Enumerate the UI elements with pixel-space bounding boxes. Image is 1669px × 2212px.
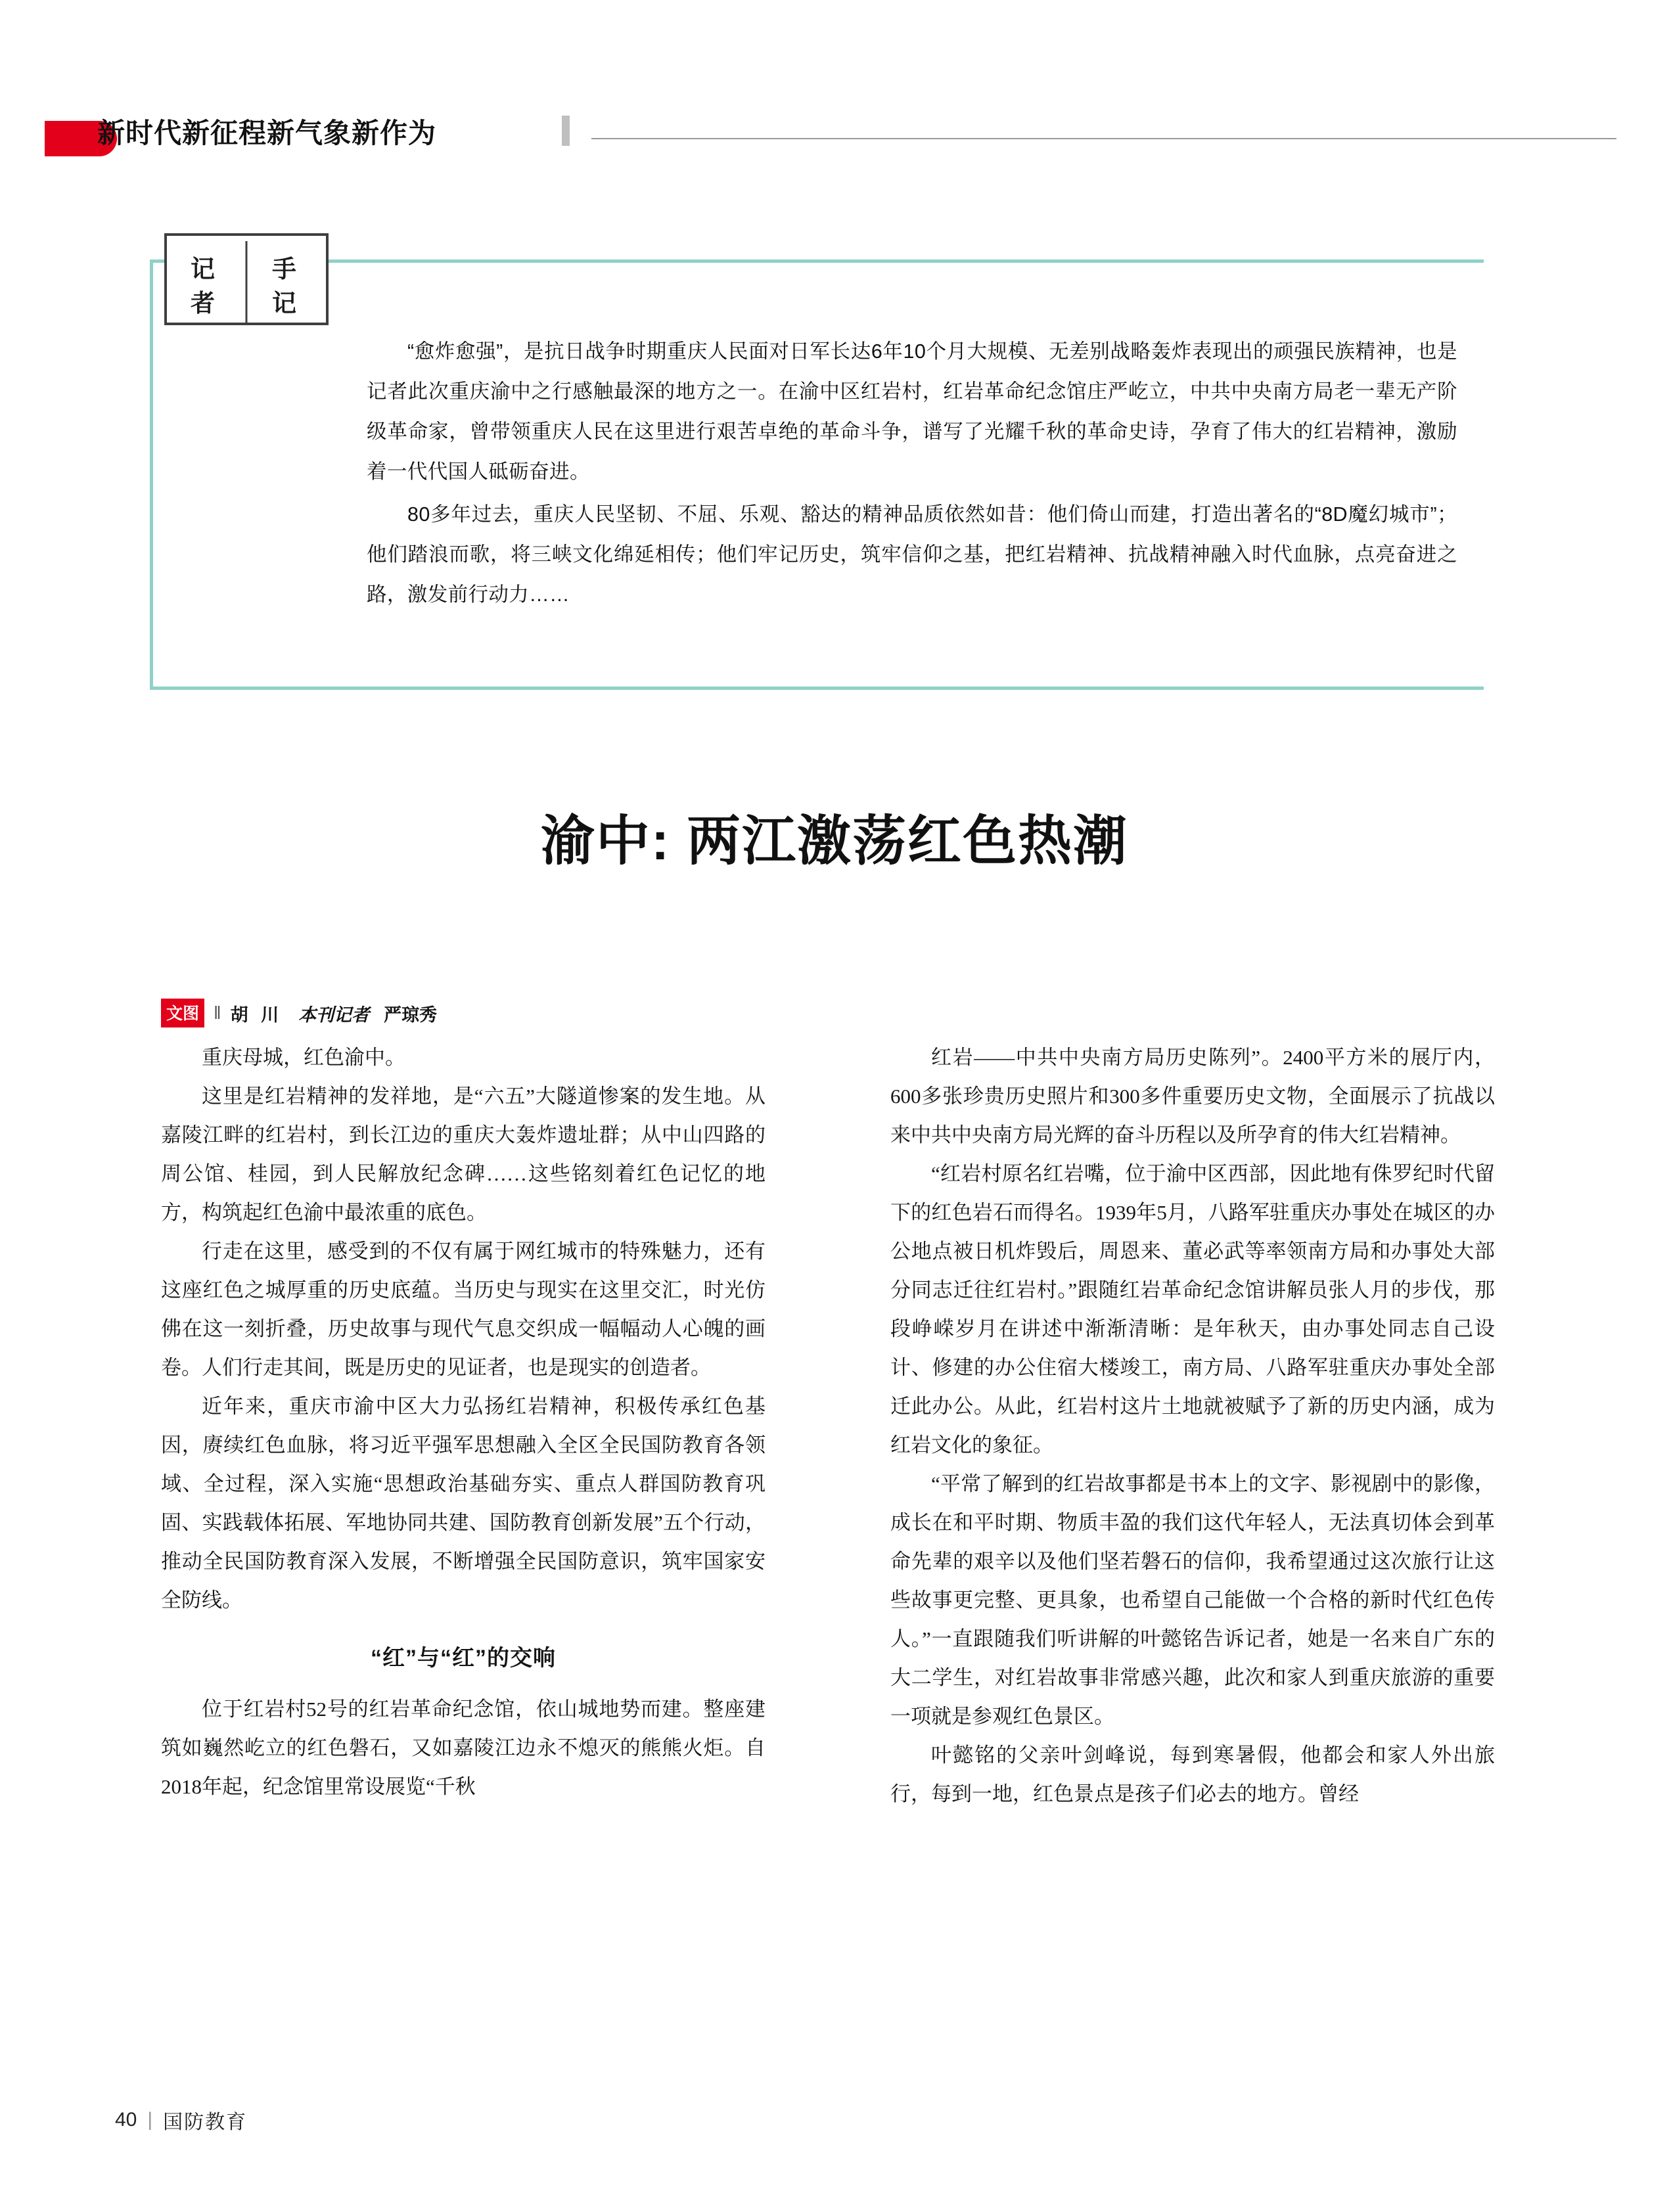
body-paragraph: 叶懿铭的父亲叶剑峰说，每到寒暑假，他都会和家人外出旅行，每到一地，红色景点是孩子们必去的地方。曾经 [890, 1744, 1495, 1805]
byline-pipe: ‖ [214, 1003, 221, 1023]
byline-author: 胡 川 [230, 1004, 283, 1025]
reporter-notes-badge [164, 233, 329, 325]
byline-reporter: 严琼秀 [384, 1004, 438, 1025]
notes-paragraph: “愈炸愈强”，是抗日战争时期重庆人民面对日军长达6年10个月大规模、无差别战略轰炸表现出的顽强民族精神，也是记者此次重庆渝中之行感触最深的地方之一。在渝中区红岩村，红岩革命纪念馆庄严屹立，中共中央南方局老一辈无产阶级革命家，曾带领重庆人民在这里进行艰苦卓绝的革命斗争，谱写了光耀千秋的革命史诗，孕育了伟大的红岩精神，激励着一代代国人砥砺奋进。 [367, 340, 1457, 483]
reporter-notes-body [367, 332, 1457, 618]
page-footer [115, 2106, 247, 2134]
body-column-left [161, 1038, 766, 1806]
footer-section-label: 国防教育 [163, 2111, 248, 2133]
body-paragraph: “红岩村原名红岩嘴，位于渝中区西部，因此地有侏罗纪时代留下的红色岩石而得名。1939年5月，八路军驻重庆办事处在城区的办公地点被日机炸毁后，周恩来、董必武等率领南方局和办事处大部分同志迁往红岩村。”跟随红岩革命纪念馆讲解员张人月的步伐，那段峥嵘岁月在讲述中渐渐清晰：是年秋天，由办事处同志自己设计、修建的办公住宿大楼竣工，南方局、八路军驻重庆办事处全部迁此办公。从此，红岩村这片土地就被赋予了新的历史内涵，成为红岩文化的象征。 [890, 1162, 1495, 1456]
body-paragraph: 行走在这里，感受到的不仅有属于网红城市的特殊魅力，还有这座红色之城厚重的历史底蕴。当历史与现实在这里交汇，时光仿佛在这一刻折叠，历史故事与现代气息交织成一幅幅动人心魄的画卷。人们行走其间，既是历史的见证者，也是现实的创造者。 [161, 1240, 766, 1379]
notes-paragraph: 80多年过去，重庆人民坚韧、不屈、乐观、豁达的精神品质依然如昔：他们倚山而建，打造出著名的“8D魔幻城市”；他们踏浪而歌，将三峡文化绵延相传；他们牢记历史，筑牢信仰之基，把红岩精神、抗战精神融入时代血脉，点亮奋进之路，激发前行动力…… [367, 503, 1457, 606]
byline-role: 本刊记者 [298, 1004, 370, 1025]
page-title: 渝中: 两江激荡红色热潮 [540, 811, 1129, 871]
running-head [0, 112, 1669, 171]
notes-top-border [150, 260, 1484, 263]
section-subheading: “红”与“红”的交响 [371, 1646, 556, 1671]
badge-char-2: 者 [191, 290, 215, 317]
body-paragraph: 近年来，重庆市渝中区大力弘扬红岩精神，积极传承红色基因，赓续红色血脉，将习近平强军思想融入全区全民国防教育各领域、全过程，深入实施“思想政治基础夯实、重点人群国防教育巩固、实践载体拓展、军地协同共建、国防教育创新发展”五个行动，推动全民国防教育深入发展，不断增强全民国防意识，筑牢国家安全防线。 [161, 1395, 766, 1612]
notes-left-border [150, 260, 153, 690]
body-paragraph: 重庆母城，红色渝中。 [202, 1046, 405, 1069]
page-number: 40 [115, 2109, 137, 2131]
byline-tag: 文图 [161, 999, 204, 1027]
byline [161, 1000, 437, 1026]
body-paragraph: 这里是红岩精神的发祥地，是“六五”大隧道惨案的发生地。从嘉陵江畔的红岩村，到长江边的重庆大轰炸遗址群；从中山四路的周公馆、桂园，到人民解放纪念碑……这些铭刻着红色记忆的地方，构筑起红色渝中最浓重的底色。 [161, 1085, 766, 1224]
badge-char-4: 记 [272, 290, 296, 317]
badge-char-1: 记 [191, 256, 215, 282]
body-column-right [890, 1038, 1495, 1813]
badge-char-3: 手 [272, 256, 296, 282]
body-paragraph: 红岩——中共中央南方局历史陈列”。2400平方米的展厅内，600多张珍贵历史照片和300多件重要历史文物，全面展示了抗战以来中共中央南方局光辉的奋斗历程以及所孕育的伟大红岩精神。 [890, 1046, 1495, 1146]
body-paragraph: “平常了解到的红岩故事都是书本上的文字、影视剧中的影像，成长在和平时期、物质丰盈的我们这代年轻人，无法真切体会到革命先辈的艰辛以及他们坚若磐石的信仰，我希望通过这次旅行让这些故事更完整、更具象，也希望自己能做一个合格的新时代红色传人。”一直跟随我们听讲解的叶懿铭告诉记者，她是一名来自广东的大二学生，对红岩故事非常感兴趣，此次和家人到重庆旅游的重要一项就是参观红色景区。 [890, 1472, 1495, 1728]
notes-bottom-border [150, 687, 1484, 690]
running-head-divider-bar [562, 116, 570, 146]
body-paragraph: 位于红岩村52号的红岩革命纪念馆，依山城地势而建。整座建筑如巍然屹立的红色磐石，又如嘉陵江边永不熄灭的熊熊火炬。自2018年起，纪念馆里常设展览“千秋 [161, 1698, 766, 1798]
badge-divider [246, 241, 248, 323]
footer-separator: | [147, 2109, 153, 2131]
running-head-rule [591, 138, 1616, 139]
running-head-title: 新时代新征程新气象新作为 [97, 118, 437, 148]
